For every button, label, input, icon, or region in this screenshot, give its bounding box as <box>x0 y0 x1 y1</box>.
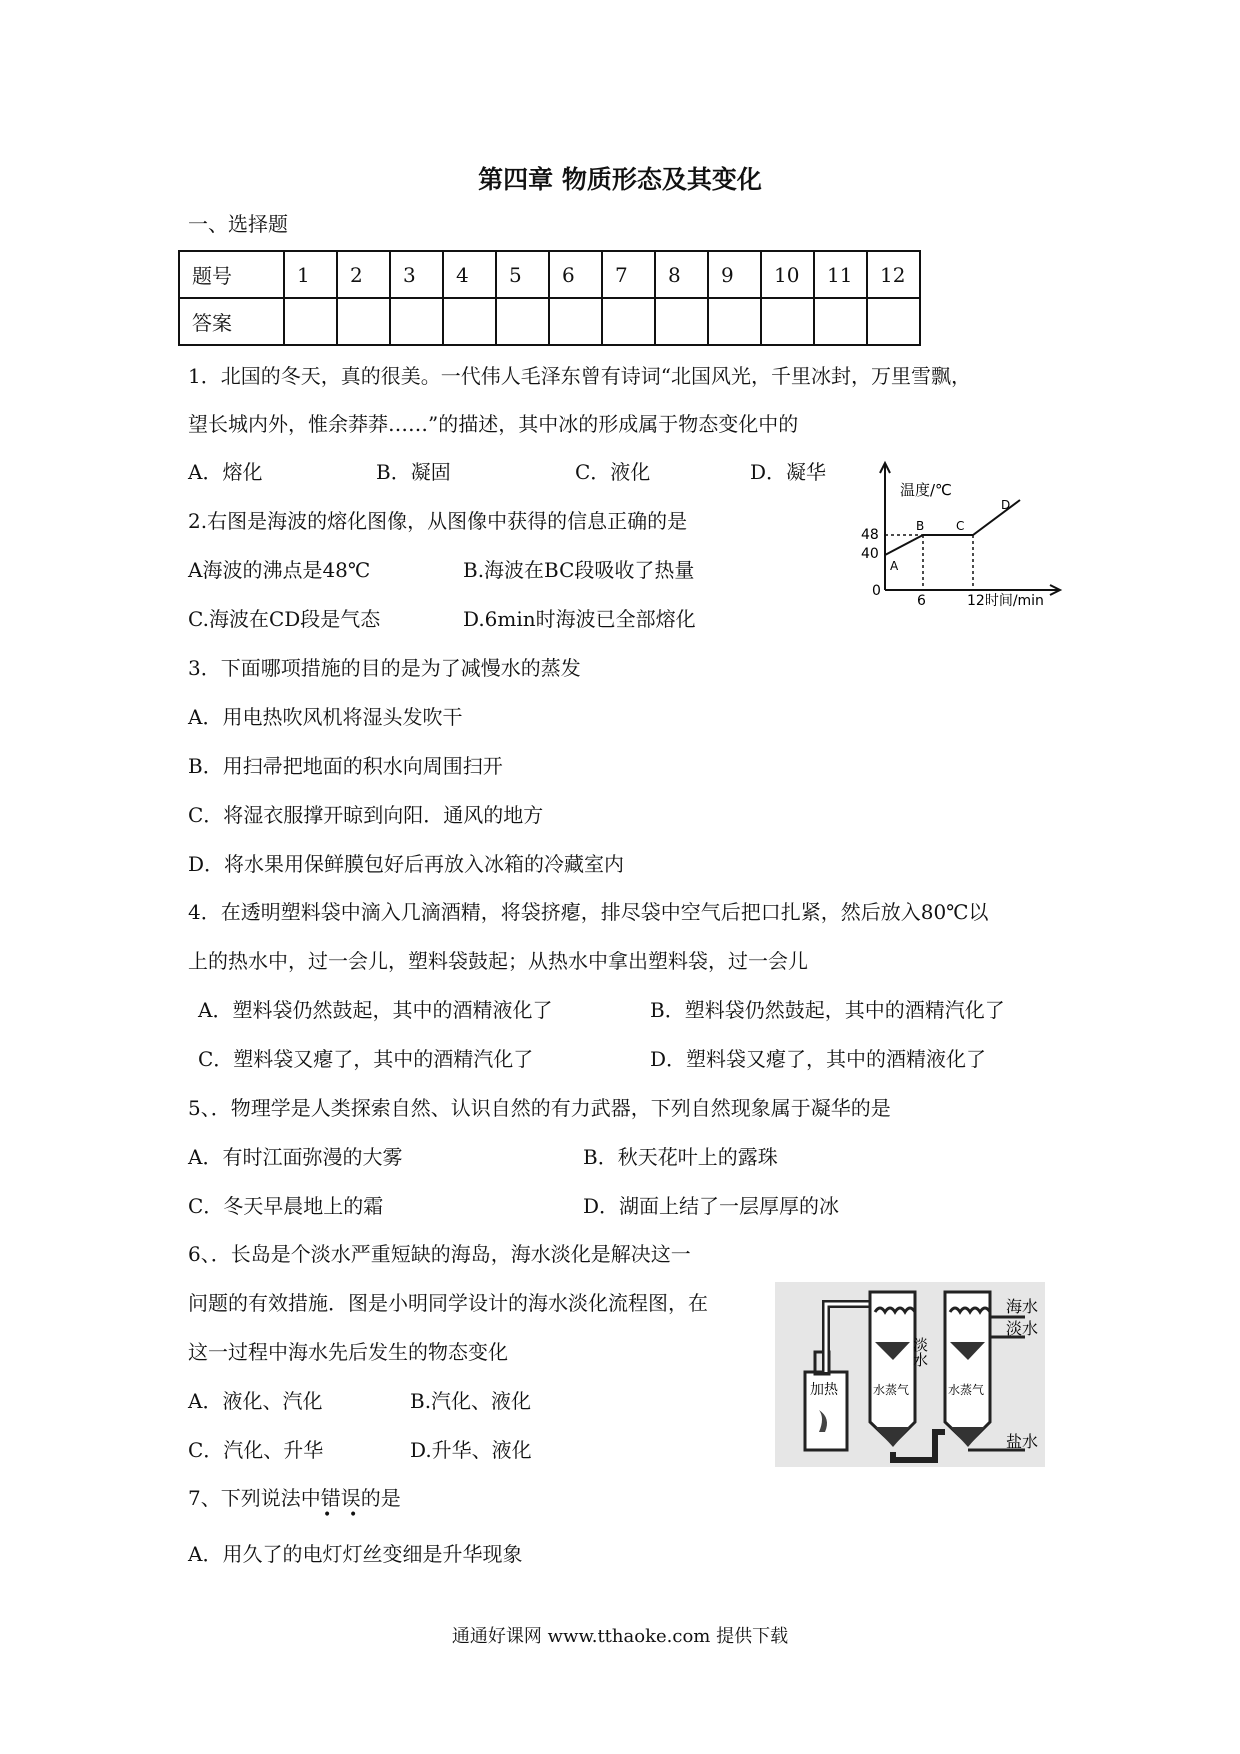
q4-stem-line2: 上的热水中，过一会儿，塑料袋鼓起；从热水中拿出塑料袋，过一会儿 <box>188 949 808 973</box>
q4-stem-line1: 4．在透明塑料袋中滴入几滴酒精，将袋挤瘪，排尽袋中空气后把口扎紧，然后放入80℃以 <box>188 900 989 924</box>
q1-option-a: A．熔化 <box>188 460 263 484</box>
table-cell: 3 <box>390 251 443 298</box>
label-vapor-1: 水蒸气 <box>873 1383 910 1397</box>
q1-option-d: D．凝华 <box>750 460 827 484</box>
table-cell: 10 <box>761 251 814 298</box>
label-fresh-water: 淡水 <box>1006 1319 1039 1338</box>
table-row <box>179 251 920 298</box>
q7-option-a: A．用久了的电灯灯丝变细是升华现象 <box>188 1542 523 1566</box>
q1-option-b: B．凝固 <box>376 460 451 484</box>
q5-option-c: C．冬天早晨地上的霜 <box>188 1194 384 1218</box>
answer-cell[interactable] <box>655 298 708 345</box>
q6-stem-line2: 问题的有效措施．图是小明同学设计的海水淡化流程图，在 <box>188 1291 708 1315</box>
y-axis-label: 温度/℃ <box>900 481 952 499</box>
label-seawater: 海水 <box>1006 1297 1039 1316</box>
q4-option-d: D．塑料袋又瘪了，其中的酒精液化了 <box>650 1047 987 1071</box>
answer-cell[interactable] <box>814 298 867 345</box>
table-cell: 8 <box>655 251 708 298</box>
q6-stem-line3: 这一过程中海水先后发生的物态变化 <box>188 1340 508 1364</box>
table-cell: 4 <box>443 251 496 298</box>
table-cell: 11 <box>814 251 867 298</box>
q6-option-b: B.汽化、液化 <box>410 1389 532 1413</box>
q4-option-c: C．塑料袋又瘪了，其中的酒精汽化了 <box>198 1047 534 1071</box>
q6-option-d: D.升华、液化 <box>410 1438 532 1462</box>
column-2 <box>945 1292 990 1444</box>
tick-40: 40 <box>861 546 879 562</box>
table-cell: 7 <box>602 251 655 298</box>
q3-option-a: A．用电热吹风机将湿头发吹干 <box>188 705 463 729</box>
q3-stem: 3．下面哪项措施的目的是为了减慢水的蒸发 <box>188 656 581 680</box>
point-c: C <box>956 519 965 533</box>
table-cell: 6 <box>549 251 602 298</box>
table-cell: 9 <box>708 251 761 298</box>
answer-cell[interactable] <box>284 298 337 345</box>
x-axis-label: 12时间/min <box>967 593 1044 609</box>
q1-stem-line2: 望长城内外，惟余莽莽……”的描述，其中冰的形成属于物态变化中的 <box>188 412 799 436</box>
q3-option-d: D．将水果用保鲜膜包好后再放入冰箱的冷藏室内 <box>188 852 625 876</box>
tick-6: 6 <box>917 593 926 609</box>
page-footer: 通通好课网 www.tthaoke.com 提供下载 <box>451 1626 789 1647</box>
row-label-answer: 答案 <box>179 298 284 345</box>
table-cell: 1 <box>284 251 337 298</box>
q6-option-a: A．液化、汽化 <box>188 1389 323 1413</box>
q5-stem: 5、．物理学是人类探索自然、认识自然的有力武器，下列自然现象属于凝华的是 <box>188 1096 891 1120</box>
answer-cell[interactable] <box>761 298 814 345</box>
table-cell: 5 <box>496 251 549 298</box>
q3-option-b: B．用扫帚把地面的积水向周围扫开 <box>188 754 503 778</box>
table-row <box>179 298 920 345</box>
section-heading: 一、选择题 <box>188 212 288 236</box>
point-d: D <box>1001 498 1011 512</box>
row-label-number: 题号 <box>179 251 284 298</box>
answer-cell[interactable] <box>496 298 549 345</box>
q4-option-a: A．塑料袋仍然鼓起，其中的酒精液化了 <box>198 998 553 1022</box>
label-heat: 加热 <box>810 1382 838 1398</box>
column-1 <box>870 1292 915 1444</box>
q1-stem-line1: 1．北国的冬天，真的很美。一代伟人毛泽东曾有诗词“北国风光，千里冰封，万里雪飘， <box>188 364 971 388</box>
q6-option-c: C．汽化、升华 <box>188 1438 324 1462</box>
emphasis-dots: • • <box>323 1507 358 1523</box>
q2-stem: 2.右图是海波的熔化图像，从图像中获得的信息正确的是 <box>188 509 688 533</box>
q2-option-d: D.6min时海波已全部熔化 <box>463 607 696 631</box>
q2-option-a: A海波的沸点是48℃ <box>188 558 371 582</box>
point-b: B <box>916 519 925 533</box>
desalination-diagram <box>775 1282 1045 1467</box>
q2-option-c: C.海波在CD段是气态 <box>188 607 381 631</box>
melting-graph <box>860 455 1070 615</box>
point-a: A <box>890 559 899 573</box>
label-brine: 盐水 <box>1006 1432 1039 1451</box>
tick-48: 48 <box>861 527 879 543</box>
table-cell: 2 <box>337 251 390 298</box>
q4-option-b: B．塑料袋仍然鼓起，其中的酒精汽化了 <box>650 998 1005 1022</box>
q1-option-c: C．液化 <box>575 460 651 484</box>
melting-curve <box>885 500 1020 555</box>
q5-option-a: A．有时江面弥漫的大雾 <box>188 1145 403 1169</box>
label-fresh-vertical: 淡水 <box>911 1337 929 1367</box>
tick-0: 0 <box>872 583 881 599</box>
answer-table <box>178 250 921 346</box>
label-vapor-2: 水蒸气 <box>948 1383 985 1397</box>
q5-option-d: D．湖面上结了一层厚厚的冰 <box>583 1194 840 1218</box>
table-cell: 12 <box>867 251 920 298</box>
q6-stem-line1: 6、．长岛是个淡水严重短缺的海岛，海水淡化是解决这一 <box>188 1242 691 1266</box>
answer-cell[interactable] <box>708 298 761 345</box>
answer-cell[interactable] <box>602 298 655 345</box>
q3-option-c: C．将湿衣服撑开晾到向阳．通风的地方 <box>188 803 544 827</box>
answer-cell[interactable] <box>390 298 443 345</box>
page-title: 第四章 物质形态及其变化 <box>478 165 762 194</box>
answer-cell[interactable] <box>549 298 602 345</box>
q5-option-b: B．秋天花叶上的露珠 <box>583 1145 778 1169</box>
answer-cell[interactable] <box>443 298 496 345</box>
answer-cell[interactable] <box>867 298 920 345</box>
q7-stem: 7、下列说法中错误的是 <box>188 1486 401 1510</box>
answer-cell[interactable] <box>337 298 390 345</box>
q2-option-b: B.海波在BC段吸收了热量 <box>463 558 695 582</box>
